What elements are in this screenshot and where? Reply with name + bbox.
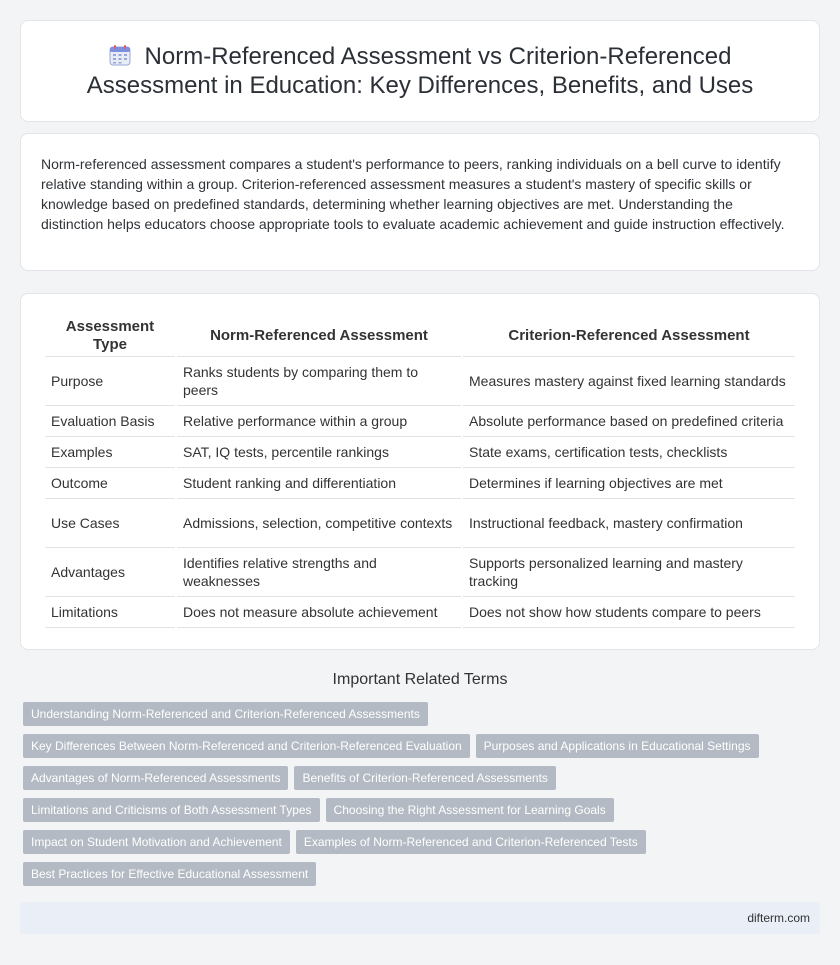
row-label: Examples — [45, 437, 175, 468]
table-row — [45, 437, 795, 468]
comparison-table — [43, 310, 797, 628]
criterion-cell: Does not show how students compare to peers — [463, 597, 795, 628]
table-row — [45, 597, 795, 628]
criterion-cell: Determines if learning objectives are met — [463, 468, 795, 499]
page-title — [70, 42, 770, 100]
related-terms-title: Important Related Terms — [332, 671, 508, 688]
norm-cell: Identifies relative strengths and weaknesses — [177, 548, 461, 597]
norm-cell: Does not measure absolute achievement — [177, 597, 461, 628]
criterion-cell: Instructional feedback, mastery confirmation — [463, 499, 795, 548]
related-term-tag[interactable]: Examples of Norm-Referenced and Criterion-Referenced Tests — [296, 830, 646, 854]
criterion-cell: Measures mastery against fixed learning standards — [463, 357, 795, 406]
related-term-tag[interactable]: Purposes and Applications in Educational Settings — [476, 734, 759, 758]
related-term-tag[interactable]: Advantages of Norm-Referenced Assessments — [23, 766, 288, 790]
table-row — [45, 499, 795, 548]
header-norm-referenced: Norm-Referenced Assessment — [177, 310, 461, 357]
norm-cell: SAT, IQ tests, percentile rankings — [177, 437, 461, 468]
criterion-cell: Absolute performance based on predefined criteria — [463, 406, 795, 437]
table-row — [45, 548, 795, 597]
footer — [20, 902, 820, 934]
norm-cell: Ranks students by comparing them to peers — [177, 357, 461, 406]
page-title-text: Norm-Referenced Assessment vs Criterion-Referenced Assessment in Education: Key Differences, Benefits, and Uses — [86, 43, 754, 99]
table-header-row — [45, 310, 795, 357]
intro-card — [20, 133, 820, 271]
header-criterion-referenced: Criterion-Referenced Assessment — [463, 310, 795, 357]
criterion-cell: Supports personalized learning and mastery tracking — [463, 548, 795, 597]
related-terms-tags — [23, 702, 823, 894]
related-term-tag[interactable]: Best Practices for Effective Educational Assessment — [23, 862, 316, 886]
norm-cell: Relative performance within a group — [177, 406, 461, 437]
row-label: Advantages — [45, 548, 175, 597]
related-term-tag[interactable]: Benefits of Criterion-Referenced Assessments — [294, 766, 555, 790]
row-label: Use Cases — [45, 499, 175, 548]
related-term-tag[interactable]: Impact on Student Motivation and Achievement — [23, 830, 290, 854]
table-row — [45, 357, 795, 406]
row-label: Outcome — [45, 468, 175, 499]
row-label: Purpose — [45, 357, 175, 406]
comparison-table-card — [20, 293, 820, 650]
header-assessment-type: Assessment Type — [45, 310, 175, 357]
related-term-tag[interactable]: Choosing the Right Assessment for Learning Goals — [326, 798, 614, 822]
calendar-icon — [109, 44, 131, 66]
table-row — [45, 406, 795, 437]
table-row — [45, 468, 795, 499]
intro-paragraph: Norm-referenced assessment compares a student's performance to peers, ranking individuals on a bell curve to identify relative standing within a group. Criterion-referenced assessment measures a student's mastery of specific skills or knowledge based on predefined standards, determining whether learning objectives are met. Understanding the distinction helps educators choose appropriate tools to evaluate academic achievement and guide instruction effectively. — [41, 156, 785, 232]
footer-site-link[interactable]: difterm.com — [747, 911, 810, 925]
norm-cell: Admissions, selection, competitive contexts — [177, 499, 461, 548]
title-card — [20, 20, 820, 122]
related-term-tag[interactable]: Understanding Norm-Referenced and Criterion-Referenced Assessments — [23, 702, 428, 726]
row-label: Limitations — [45, 597, 175, 628]
related-term-tag[interactable]: Key Differences Between Norm-Referenced and Criterion-Referenced Evaluation — [23, 734, 470, 758]
criterion-cell: State exams, certification tests, checklists — [463, 437, 795, 468]
row-label: Evaluation Basis — [45, 406, 175, 437]
related-term-tag[interactable]: Limitations and Criticisms of Both Assessment Types — [23, 798, 320, 822]
norm-cell: Student ranking and differentiation — [177, 468, 461, 499]
